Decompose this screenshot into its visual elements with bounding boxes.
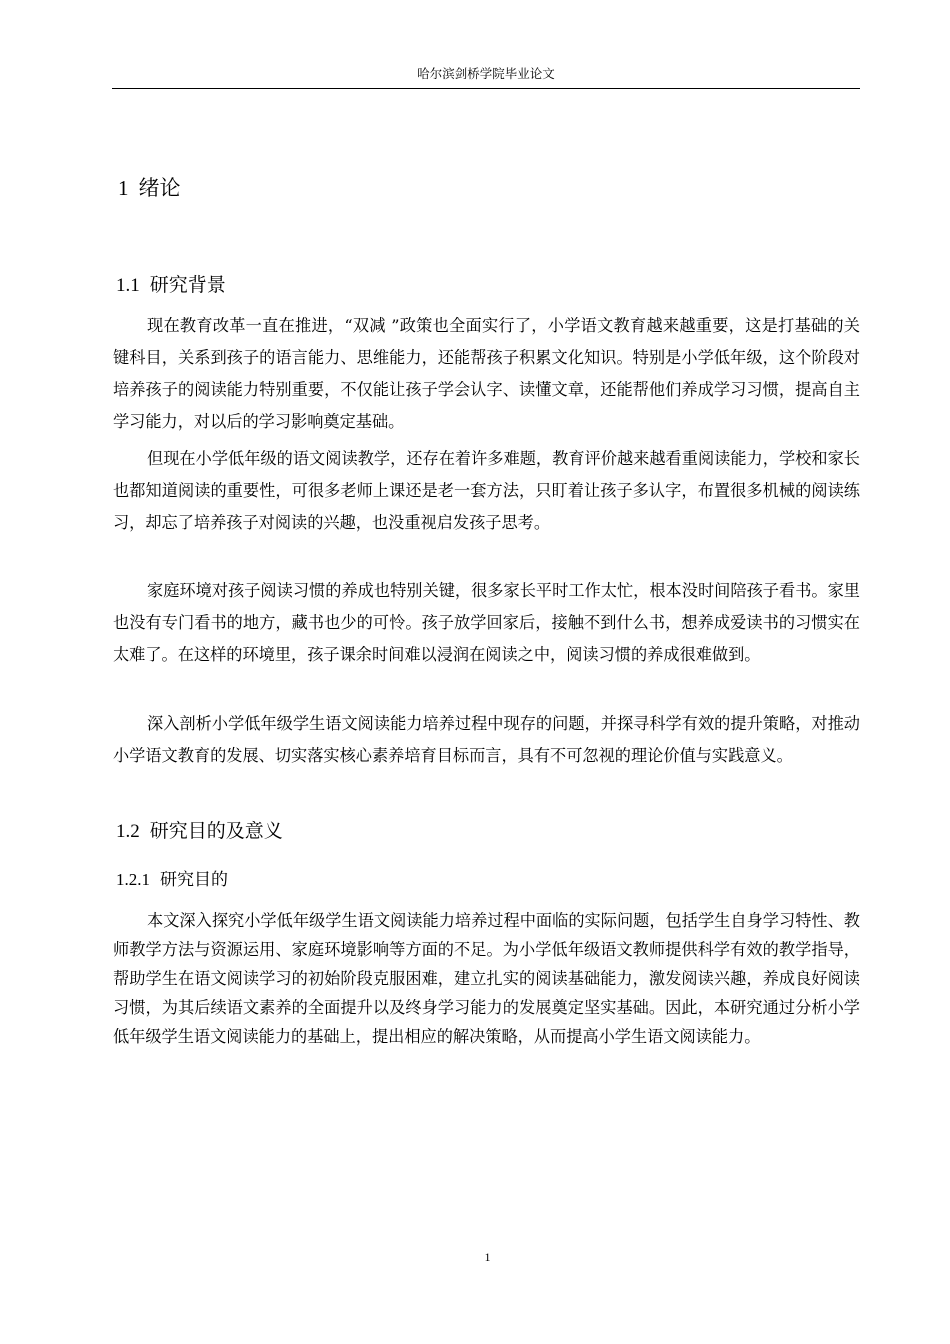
section-title-text: 研究背景 — [149, 274, 226, 296]
paragraph-background-3: 家庭环境对孩子阅读习惯的养成也特别关键，很多家长平时工作太忙，根本没时间陪孩子看书。家里也没有专门看书的地方，藏书也少的可怜。孩子放学回家后，接触不到什么书，想养成爱读书的习惯实在太难了。在这样的环境里，孩子课余时间难以浸润在阅读之中，阅读习惯的养成很难做到。 — [113, 581, 860, 664]
section-title-text: 研究目的及意义 — [149, 820, 283, 842]
running-header-title: 哈尔滨剑桥学院毕业论文 — [417, 66, 555, 81]
section-number: 1.1 — [116, 275, 140, 296]
paragraph-background-1: 现在教育改革一直在推进，“双减 ”政策也全面实行了，小学语文教育越来越重要，这是打基础的关键科目，关系到孩子的语言能力、思维能力，还能帮孩子积累文化知识。特别是小学低年级，这个阶段对培养孩子的阅读能力特别重要，不仅能让孩子学会认字、读懂文章，还能帮他们养成学习习惯，提高自主学习能力，对以后的学习影响奠定基础。 — [113, 316, 860, 431]
section-number: 1.2 — [116, 821, 140, 842]
subsection-title-1-2-1 — [116, 866, 228, 894]
chapter-title — [118, 170, 181, 206]
section-title-1-1 — [116, 270, 226, 301]
chapter-title-text: 绪论 — [138, 176, 181, 200]
chapter-number: 1 — [118, 176, 129, 200]
running-header — [112, 66, 860, 89]
paragraph-background-4: 深入剖析小学低年级学生语文阅读能力培养过程中现存的问题，并探寻科学有效的提升策略，对推动小学语文教育的发展、切实落实核心素养培育目标而言，具有不可忽视的理论价值与实践意义。 — [113, 714, 860, 765]
page-number: 1 — [484, 1250, 491, 1264]
section-title-1-2 — [116, 816, 283, 847]
subsection-number: 1.2.1 — [116, 870, 150, 889]
paragraph-background-2: 但现在小学低年级的语文阅读教学，还存在着许多难题，教育评价越来越看重阅读能力，学校和家长也都知道阅读的重要性，可很多老师上课还是老一套方法，只盯着让孩子多认字，布置很多机械的阅读练习，却忘了培养孩子对阅读的兴趣，也没重视启发孩子思考。 — [113, 449, 860, 532]
paragraph-research-purpose: 本文深入探究小学低年级学生语文阅读能力培养过程中面临的实际问题，包括学生自身学习特性、教师教学方法与资源运用、家庭环境影响等方面的不足。为小学低年级语文教师提供科学有效的教学指导，帮助学生在语文阅读学习的初始阶段克服困难，建立扎实的阅读基础能力，激发阅读兴趣，养成良好阅读习惯，为其后续语文素养的全面提升以及终身学习能力的发展奠定坚实基础。因此，本研究通过分析小学低年级学生语文阅读能力的基础上，提出相应的解决策略，从而提高小学生语文阅读能力。 — [113, 911, 860, 1046]
subsection-title-text: 研究目的 — [160, 870, 228, 890]
